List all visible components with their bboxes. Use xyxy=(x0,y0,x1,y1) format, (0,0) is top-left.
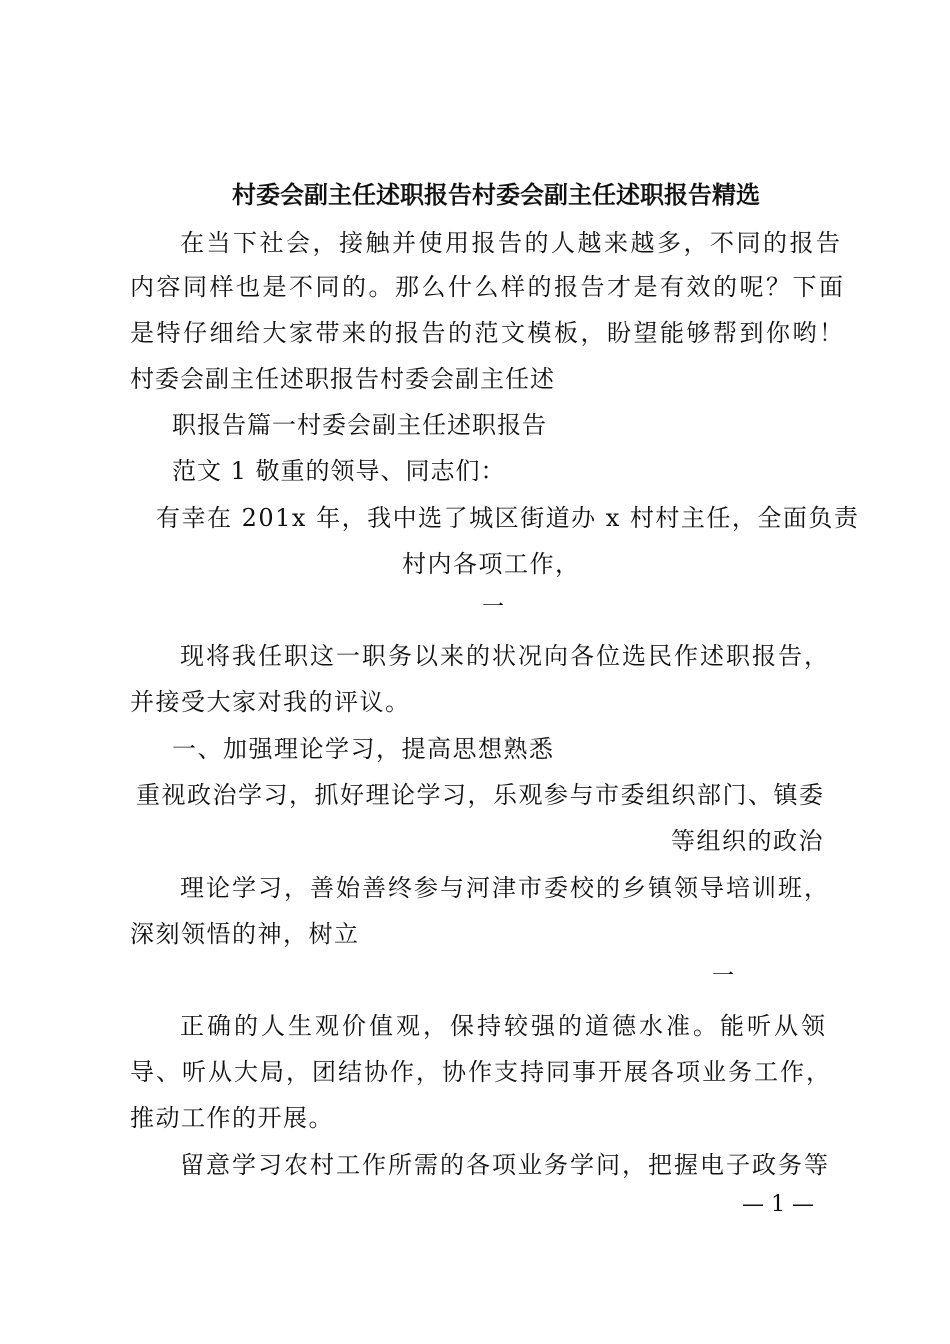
paragraph-line: 并接受大家对我的评议。 xyxy=(130,688,411,716)
page-number: — 1 — xyxy=(742,1192,814,1217)
paragraph-line: 范文 1 敬重的领导、同志们： xyxy=(172,457,506,485)
document-title: 村委会副主任述职报告村委会副主任述职报告精选 xyxy=(232,180,760,209)
paragraph-line: 重视政治学习，抓好理论学习，乐观参与市委组织部门、镇委 xyxy=(136,781,825,809)
dash-mark: 一 xyxy=(482,595,505,620)
paragraph-line: 现将我任职这一职务以来的状况向各位选民作述职报告， xyxy=(180,642,830,670)
paragraph-line: 导、听从大局，团结协作，协作支持同事开展各项业务工作， xyxy=(130,1058,832,1086)
paragraph-line: 在当下社会，接触并使用报告的人越来越多，不同的报告 xyxy=(180,229,843,257)
paragraph-line: 内容同样也是不同的。那么什么样的报告才是有效的呢？下面 xyxy=(130,273,846,301)
section-heading: 一、加强理论学习，提高思想熟悉 xyxy=(172,735,555,763)
paragraph-line: 村内各项工作， xyxy=(402,550,581,578)
paragraph-line: 村委会副主任述职报告村委会副主任述 xyxy=(130,365,555,393)
paragraph-line: 有幸在 201x 年，我中选了城区街道办 x 村村主任，全面负责 xyxy=(156,504,860,532)
dash-mark: 一 xyxy=(712,964,735,989)
paragraph-line: 职报告篇一村委会副主任述职报告 xyxy=(172,411,547,439)
paragraph-line: 是特仔细给大家带来的报告的范文模板，盼望能够帮到你哟！ xyxy=(130,319,846,347)
paragraph-line: 留意学习农村工作所需的各项业务学问，把握电子政务等 xyxy=(180,1151,830,1179)
paragraph-line: 正确的人生观价值观，保持较强的道德水准。能听从领 xyxy=(180,1012,828,1040)
paragraph-line: 深刻领悟的神，树立 xyxy=(130,920,360,948)
paragraph-line: 推动工作的开展。 xyxy=(130,1104,334,1132)
paragraph-line: 等组织的政治 xyxy=(671,827,824,855)
paragraph-line: 理论学习，善始善终参与河津市委校的乡镇领导培训班， xyxy=(180,874,830,902)
